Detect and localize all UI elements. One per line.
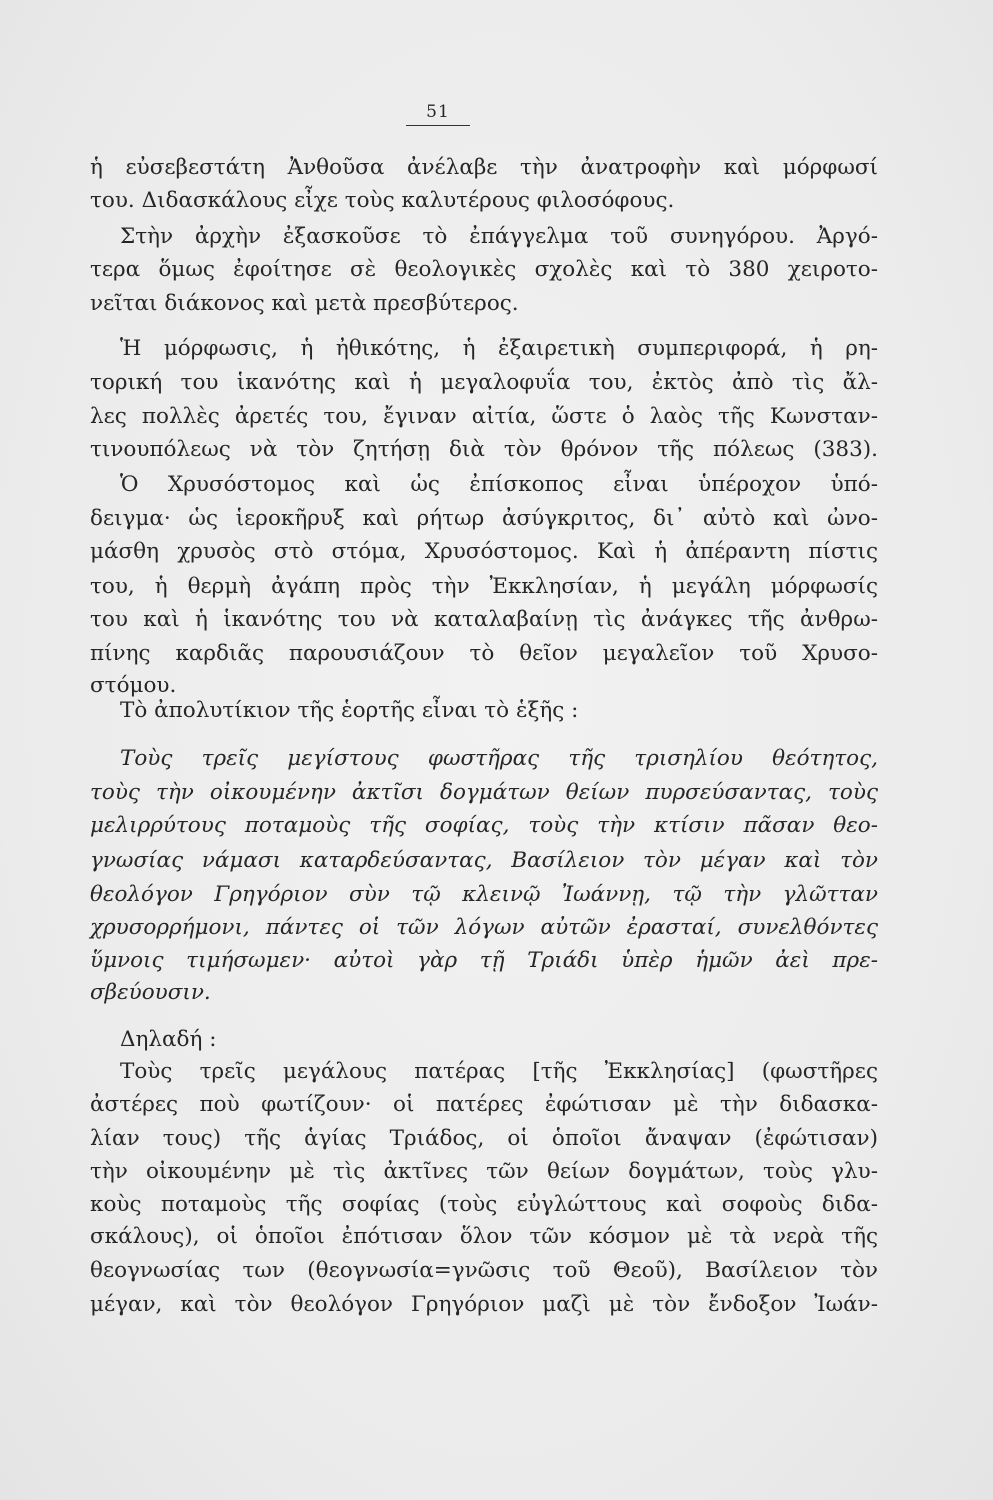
hymn-line: τοὺς τὴν οἰκουμένην ἀκτῖσι δογμάτων θείων πυρσεύσαντας, τοὺς bbox=[90, 780, 878, 805]
text-line: δειγμα· ὡς ἱεροκῆρυξ καὶ ρήτωρ ἀσύγκριτος, δι᾽ αὐτὸ καὶ ὠνο- bbox=[90, 506, 878, 531]
hymn-line: ὕμνοις τιμήσωμεν· αὐτοὶ γὰρ τῇ Τριάδι ὑπὲρ ἡμῶν ἀεὶ πρε- bbox=[90, 948, 878, 973]
text-line: σκάλους), οἱ ὁποῖοι ἐπότισαν ὅλον τῶν κόσμον μὲ τὰ νερὰ τῆς bbox=[90, 1224, 878, 1249]
text-line: νεῖται διάκονος καὶ μετὰ πρεσβύτερος. bbox=[90, 291, 519, 316]
hymn-line: χρυσορρήμονι, πάντες οἱ τῶν λόγων αὐτῶν ἐρασταί, συνελθόντες bbox=[90, 915, 878, 940]
text-line: μάσθη χρυσὸς στὸ στόμα, Χρυσόστομος. Καὶ ἡ ἀπέραντη πίστις bbox=[90, 539, 878, 564]
page-number: 51 bbox=[406, 102, 470, 126]
text-line: τορική του ἱκανότης καὶ ἡ μεγαλοφυΐα του, ἐκτὸς ἀπὸ τὶς ἄλ- bbox=[90, 370, 878, 395]
hymn-line: μελιρρύτους ποταμοὺς τῆς σοφίας, τοὺς τὴν κτίσιν πᾶσαν θεο- bbox=[90, 813, 878, 838]
text-line: Τὸ ἀπολυτίκιον τῆς ἑορτῆς εἶναι τὸ ἑξῆς : bbox=[120, 698, 579, 723]
hymn-line: Τοὺς τρεῖς μεγίστους φωστῆρας τῆς τρισηλίου θεότητος, bbox=[120, 746, 878, 771]
text-line: λίαν τους) τῆς ἁγίας Τριάδος, οἱ ὁποῖοι ἄναψαν (ἐφώτισαν) bbox=[90, 1126, 878, 1151]
text-line: τὴν οἰκουμένην μὲ τὶς ἀκτῖνες τῶν θείων δογμάτων, τοὺς γλυ- bbox=[90, 1159, 878, 1184]
text-line: Ἡ μόρφωσις, ἡ ἠθικότης, ἡ ἐξαιρετικὴ συμπεριφορά, ἡ ρη- bbox=[120, 336, 878, 361]
text-line: στόμου. bbox=[90, 673, 177, 698]
text-line: ἡ εὐσεβεστάτη Ἀνθοῦσα ἀνέλαβε τὴν ἀνατροφὴν καὶ μόρφωσί bbox=[90, 155, 878, 180]
text-line: ἀστέρες ποὺ φωτίζουν· οἱ πατέρες ἐφώτισαν μὲ τὴν διδασκα- bbox=[90, 1092, 878, 1117]
text-line: Στὴν ἀρχὴν ἐξασκοῦσε τὸ ἐπάγγελμα τοῦ συνηγόρου. Ἀργό- bbox=[120, 224, 878, 249]
text-line: τερα ὅμως ἐφοίτησε σὲ θεολογικὲς σχολὲς καὶ τὸ 380 χειροτο- bbox=[90, 257, 878, 282]
hymn-line: γνωσίας νάμασι καταρδεύσαντας, Βασίλειον τὸν μέγαν καὶ τὸν bbox=[90, 848, 878, 873]
text-line: θεογνωσίας των (θεογνωσία=γνῶσις τοῦ Θεοῦ), Βασίλειον τὸν bbox=[90, 1258, 878, 1283]
hymn-line: θεολόγον Γρηγόριον σὺν τῷ κλεινῷ Ἰωάννῃ, τῷ τὴν γλῶτταν bbox=[90, 882, 878, 907]
text-line: λες πολλὲς ἀρετές του, ἔγιναν αἰτία, ὥστε ὁ λαὸς τῆς Κωνσταν- bbox=[90, 404, 878, 429]
text-line: μέγαν, καὶ τὸν θεολόγον Γρηγόριον μαζὶ μὲ τὸν ἔνδοξον Ἰωάν- bbox=[90, 1292, 878, 1317]
text-line: πίνης καρδιᾶς παρουσιάζουν τὸ θεῖον μεγαλεῖον τοῦ Χρυσο- bbox=[90, 641, 878, 666]
text-line: του. Διδασκάλους εἶχε τοὺς καλυτέρους φιλοσόφους. bbox=[90, 188, 675, 213]
text-line: Τοὺς τρεῖς μεγάλους πατέρας [τῆς Ἐκκλησίας] (φωστῆρες bbox=[120, 1059, 878, 1084]
text-line: Ὁ Χρυσόστομος καὶ ὡς ἐπίσκοπος εἶναι ὑπέροχον ὑπό- bbox=[120, 472, 878, 497]
text-line: Δηλαδή : bbox=[120, 1027, 217, 1052]
hymn-line: σβεύουσιν. bbox=[90, 980, 211, 1005]
text-line: τινουπόλεως νὰ τὸν ζητήσῃ διὰ τὸν θρόνον τῆς πόλεως (383). bbox=[90, 437, 878, 462]
text-line: του, ἡ θερμὴ ἀγάπη πρὸς τὴν Ἐκκλησίαν, ἡ μεγάλη μόρφωσίς bbox=[90, 574, 878, 599]
text-line: του καὶ ἡ ἱκανότης του νὰ καταλαβαίνῃ τὶς ἀνάγκες τῆς ἀνθρω- bbox=[90, 607, 878, 632]
text-line: κοὺς ποταμοὺς τῆς σοφίας (τοὺς εὐγλώττους καὶ σοφοὺς διδα- bbox=[90, 1192, 878, 1217]
